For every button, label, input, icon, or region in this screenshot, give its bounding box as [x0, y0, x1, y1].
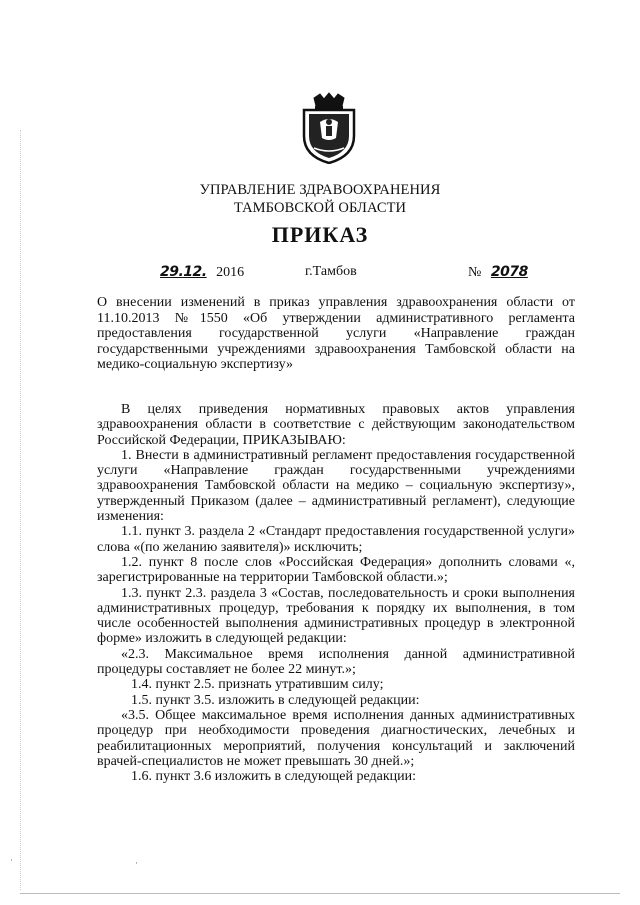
page-bottom-edge [20, 893, 620, 894]
order-date [160, 264, 244, 281]
paragraph-1-6: 1.6. пункт 3.6 изложить в следующей редакции: [131, 769, 416, 785]
order-subject: О внесении изменений в приказ управления здравоохранения области от 11.10.2013 №1550 «Об утверждении административного регламента предоставления государственной услуги «Направление граждан государственными учреждениями здравоохранения Тамбовской области на медико-социальную экспертизу» [97, 295, 575, 372]
paragraph-1-5-quote: «3.5. Общее максимальное время исполнения данных административных процедур при необходимости проведения диагностических, лечебных и реабилитационных мероприятий, получения консультаций и заключений врачей-специалистов не может превышать 30 дней.»; [97, 707, 575, 769]
paragraph-1-3-quote: «2.3. Максимальное время исполнения данной административной процедуры составляет не более 22 минут.»; [97, 646, 575, 678]
paragraph-1-2: 1.2. пункт 8 после слов «Российская Федерация» дополнить словами «, зарегистрированные на территории Тамбовской области.»; [97, 554, 575, 586]
paragraph-1-3: 1.3. пункт 2.3. раздела 3 «Состав, последовательность и сроки выполнения административных процедур, требования к порядку их выполнения, в том числе особенностей выполнения административных процедур в электронной форме» изложить в следующей редакции: [97, 585, 575, 647]
scan-edge-line [20, 130, 21, 890]
paragraph-1: 1. Внести в административный регламент предоставления государственной услуги «Направление граждан государственными учреждениями здравоохранения Тамбовской области на медико – социальную экспертизу», утвержденный Приказом (далее – административный регламент), следующие изменения: [97, 447, 575, 525]
order-number [468, 264, 528, 281]
paragraph-1-5: 1.5. пункт 3.5. изложить в следующей редакции: [131, 692, 420, 708]
order-city: г.Тамбов [305, 264, 357, 279]
coat-of-arms-icon [300, 92, 358, 164]
paragraph-1-1: 1.1. пункт 3. раздела 2 «Стандарт предоставления государственной услуги» слова «(по желанию заявителя)» исключить; [97, 524, 575, 555]
intro-paragraph: В целях приведения нормативных правовых актов управления здравоохранения области в соответствие с действующим законодательством Российской Федерации, ПРИКАЗЫВАЮ: [97, 402, 575, 448]
number-label: № [468, 265, 482, 280]
org-line-2: ТАМБОВСКОЙ ОБЛАСТИ [233, 200, 407, 216]
organization-name [170, 181, 470, 217]
order-year: 2016 [216, 265, 245, 280]
handwritten-number: 2078 [490, 264, 528, 280]
order-body [97, 402, 575, 784]
document-title: ПРИКАЗ [271, 222, 369, 247]
scan-artifact: · [10, 855, 13, 865]
paragraph-1-4: 1.4. пункт 2.5. признать утратившим силу; [131, 677, 384, 693]
handwritten-date: 29.12. [160, 264, 207, 280]
org-line-1: УПРАВЛЕНИЕ ЗДРАВООХРАНЕНИЯ [199, 182, 441, 198]
scan-artifact: · [135, 858, 138, 868]
